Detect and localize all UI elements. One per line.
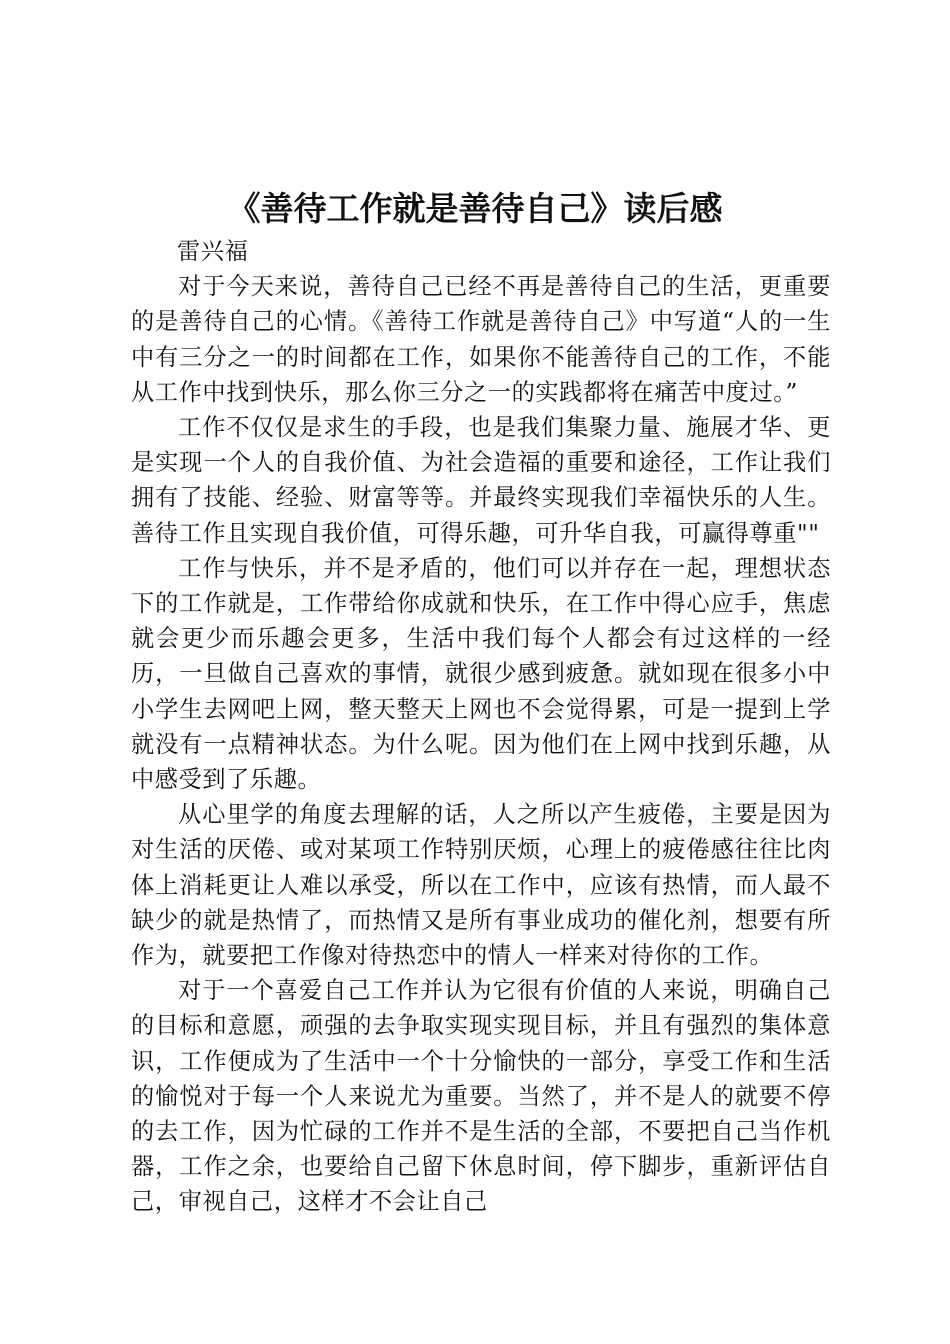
paragraph-2: 工作不仅仅是求生的手段，也是我们集聚力量、施展才华、更是实现一个人的自我价值、为社会造福的重要和途径，工作让我们拥有了技能、经验、财富等等。并最终实现我们幸福快乐的人生。善待工作且实现自我价值，可得乐趣，可升华自我，可赢得尊重"" [131,414,831,547]
paragraph-4: 从心里学的角度去理解的话，人之所以产生疲倦，主要是因为对生活的厌倦、或对某项工作特别厌烦，心理上的疲倦感往往比肉体上消耗更让人难以承受，所以在工作中，应该有热情，而人最不缺少的就是热情了，而热情又是所有事业成功的催化剂，想要有所作为，就要把工作像对待热恋中的情人一样来对待你的工作。 [131,801,831,970]
author-name: 雷兴福 [177,238,249,265]
paragraph-1: 对于今天来说，善待自己已经不再是善待自己的生活，更重要的是善待自己的心情。《善待工作就是善待自己》中写道“人的一生中有三分之一的时间都在工作，如果你不能善待自己的工作，不能从工作中找到快乐，那么你三分之一的实践都将在痛苦中度过。” [131,273,831,406]
paragraph-3: 工作与快乐，并不是矛盾的，他们可以并存在一起，理想状态下的工作就是，工作带给你成就和快乐，在工作中得心应手，焦虑就会更少而乐趣会更多，生活中我们每个人都会有过这样的一经历，一旦做自己喜欢的事情，就很少感到疲惫。就如现在很多小中小学生去网吧上网，整天整天上网也不会觉得累，可是一提到上学就没有一点精神状态。为什么呢。因为他们在上网中找到乐趣，从中感受到了乐趣。 [131,554,831,794]
document-body [131,234,831,1220]
paragraph-5: 对于一个喜爱自己工作并认为它很有价值的人来说，明确自己的目标和意愿，顽强的去争取实现实现目标，并且有强烈的集体意识，工作便成为了生活中一个十分愉快的一部分，享受工作和生活的愉悦对于每一个人来说尤为重要。当然了，并不是人的就要不停的去工作，因为忙碌的工作并不是生活的全部，不要把自己当作机器，工作之余，也要给自己留下休息时间，停下脚步，重新评估自己，审视自己，这样才不会让自己 [131,977,831,1216]
document-title: 《善待工作就是善待自己》读后感 [227,189,723,228]
